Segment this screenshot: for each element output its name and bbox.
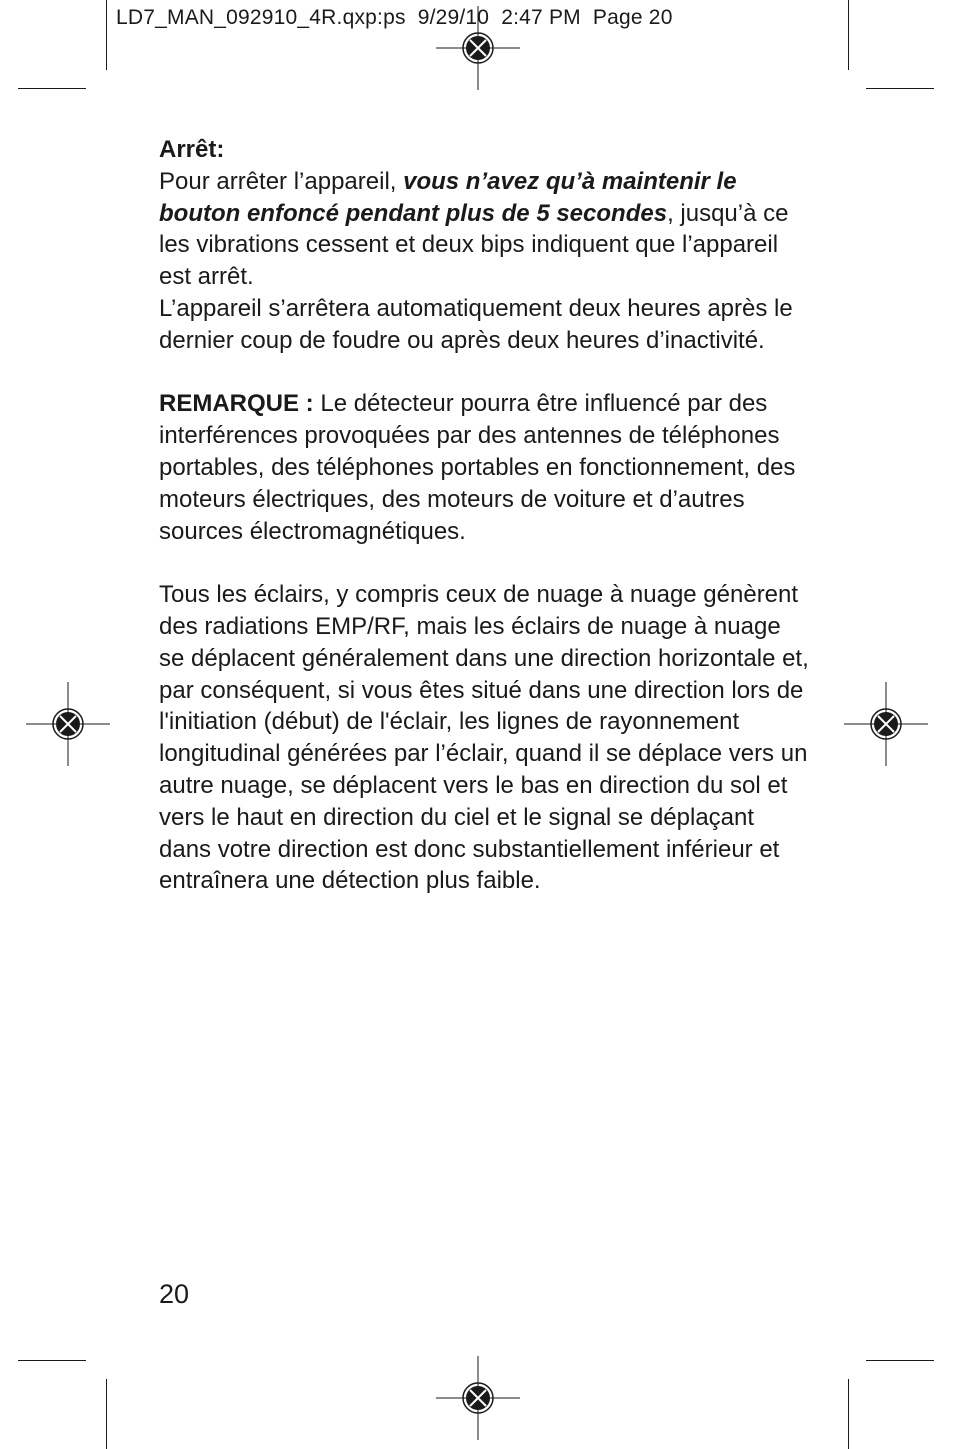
crop-mark-bottom-left-vertical — [106, 1379, 107, 1449]
page-body — [159, 134, 809, 897]
crop-mark-top-right-horizontal — [866, 88, 934, 89]
registration-mark-icon — [26, 682, 110, 766]
paragraph-lead: Pour arrêter l’appareil, — [159, 167, 404, 195]
registration-mark-icon — [844, 682, 928, 766]
paragraph-auto-shutdown: L’appareil s’arrêtera automatiquement deux heures après le dernier coup de foudre ou après deux heures d’inactivité. — [159, 294, 793, 354]
page-number: 20 — [159, 1279, 190, 1309]
section-heading: Arrêt: — [159, 136, 225, 163]
crop-mark-top-left-horizontal — [18, 88, 86, 89]
print-slug-line: LD7_MAN_092910_4R.qxp:ps 9/29/10 2:47 PM Page 20 — [116, 6, 673, 29]
crop-mark-bottom-left-horizontal — [18, 1360, 86, 1361]
crop-mark-top-right-vertical — [848, 0, 849, 70]
paragraph-spacer — [159, 357, 809, 389]
paragraph-shutdown-instructions — [159, 166, 809, 293]
crop-mark-bottom-right-vertical — [848, 1379, 849, 1449]
note-paragraph — [159, 388, 809, 547]
emphasized-instruction: vous n’avez qu’à maintenir le bouton enfoncé pendant plus de 5 secondes — [159, 167, 737, 227]
paragraph-rest: , jusqu’à ce les vibrations cessent et deux bips indiquent que l’appareil est arrêt. — [159, 199, 789, 291]
paragraph-spacer — [159, 547, 809, 579]
note-label: REMARQUE : — [159, 390, 314, 418]
crop-mark-bottom-right-horizontal — [866, 1360, 934, 1361]
crop-mark-top-left-vertical — [106, 0, 107, 70]
registration-mark-icon — [436, 1356, 520, 1440]
registration-mark-icon — [436, 6, 520, 90]
note-text: Le détecteur pourra être influencé par des interférences provoquées par des antennes de téléphones portables, des téléphones portables en fonctionnement, des moteurs électriques, des moteurs de voiture et d’autres sources électromagnétiques. — [159, 390, 796, 545]
paragraph-lightning-explanation: Tous les éclairs, y compris ceux de nuage à nuage génèrent des radiations EMP/RF, mais les éclairs de nuage à nuage se déplacent généralement dans une direction horizontale et, par conséquent, si vous êtes situé dans une direction lors de l'initiation (début) de l'éclair, les lignes de rayonnement longitudinal générées par l’éclair, quand il se déplace vers un autre nuage, se déplacent vers le bas en direction du sol et vers le haut en direction du ciel et le signal se déplaçant dans votre direction est donc substantiellement inférieur et entraînera une détection plus faible. — [159, 581, 809, 895]
